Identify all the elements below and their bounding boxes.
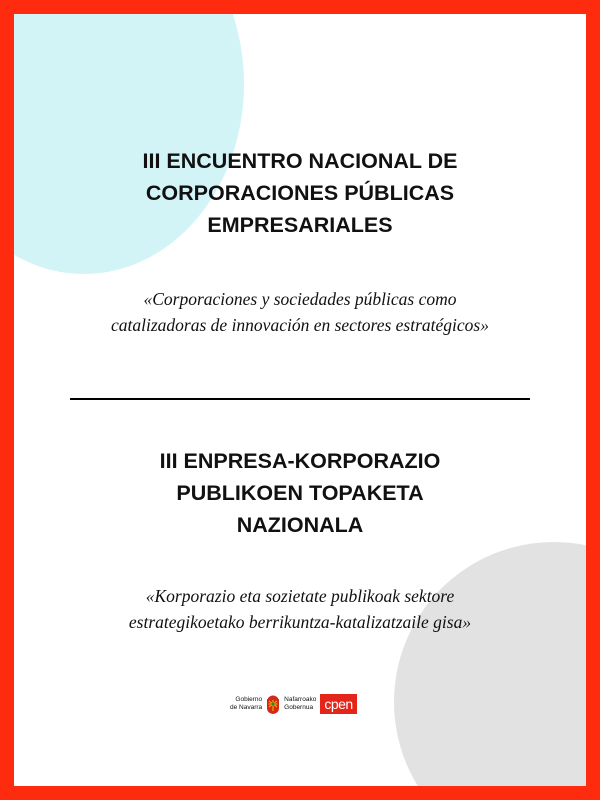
- gobierno-de-navarra-text: [230, 696, 262, 712]
- spanish-title-line: III ENCUENTRO NACIONAL DE: [142, 149, 458, 173]
- basque-title-line: III ENPRESA-KORPORAZIO: [159, 449, 441, 473]
- basque-quote-line: «Korporazio eta sozietate publikoak sektore: [145, 586, 455, 606]
- poster: [14, 14, 586, 786]
- cpen-logo: cpen: [320, 694, 356, 714]
- basque-subtitle-quote: [40, 583, 560, 635]
- basque-quote-line: estrategikoetako berrikuntza-katalizatzaile gisa»: [128, 612, 472, 632]
- gobernua-text-line: Nafarroako: [284, 696, 317, 703]
- basque-title-line: PUBLIKOEN TOPAKETA: [176, 481, 424, 505]
- gobierno-text-line: de Navarra: [230, 704, 263, 711]
- gobernua-text-line: Gobernua: [284, 704, 314, 711]
- grey-circle-decoration: [394, 542, 586, 786]
- spanish-title-line: EMPRESARIALES: [207, 213, 393, 237]
- spanish-title: [50, 145, 550, 241]
- basque-title: [50, 445, 550, 541]
- spanish-quote-line: «Corporaciones y sociedades públicas como: [143, 289, 457, 309]
- nafarroako-gobernua-text: [284, 696, 316, 712]
- spanish-quote-line: catalizadoras de innovación en sectores estratégicos»: [111, 315, 489, 335]
- section-divider: [70, 398, 530, 400]
- spanish-subtitle-quote: [40, 286, 560, 338]
- spanish-title-line: CORPORACIONES PÚBLICAS: [145, 181, 455, 205]
- sponsor-logos: [230, 691, 357, 717]
- basque-title-line: NAZIONALA: [236, 513, 364, 537]
- gobierno-text-line: Gobierno: [235, 696, 263, 703]
- navarra-coat-of-arms-icon: [265, 693, 281, 715]
